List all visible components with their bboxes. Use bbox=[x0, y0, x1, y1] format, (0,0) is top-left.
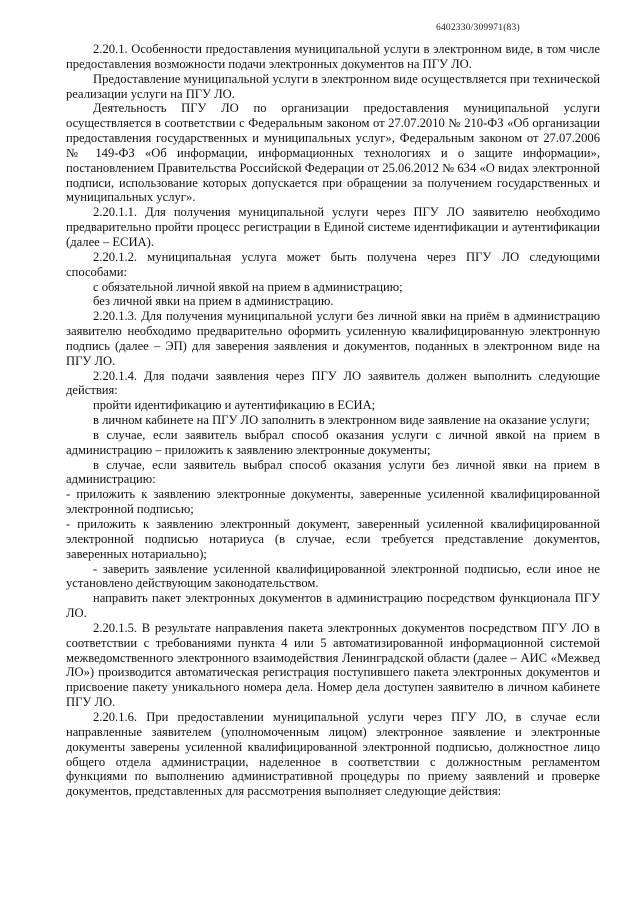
list-item-without-visit-intro: в случае, если заявитель выбрал способ оказания услуги без личной явки на прием в администрацию: bbox=[66, 457, 600, 487]
paragraph-2-20-1-6: 2.20.1.6. При предоставлении муниципальной услуги через ПГУ ЛО, в случае если направленные заявителем (уполномоченным лицом) электронное заявление и электронные документы заверены усиленной квалифицированной электронной подписью, должностное лицо общего отдела администрации, наделенное в соответствии с должностным регламентом функциями по выполнению административной процедуры по приему заявлений и проверке документов, представленных для рассмотрения выполняет следующие действия: bbox=[66, 709, 600, 799]
paragraph-electronic-form: Предоставление муниципальной услуги в электронном виде осуществляется при технической реализации услуги на ПГУ ЛО. bbox=[66, 71, 600, 101]
list-item-without-visit: без личной явки на прием в администрацию. bbox=[93, 294, 334, 309]
dash-item-attach-signed: - приложить к заявлению электронные документы, заверенные усиленной квалифицированной электронной подписью; bbox=[66, 487, 600, 517]
list-item-with-visit-attach: в случае, если заявитель выбрал способ оказания услуги с личной явкой на прием в администрацию – приложить к заявлению электронные документы; bbox=[66, 427, 600, 457]
document-body bbox=[66, 42, 600, 799]
list-item-esia: пройти идентификацию и аутентификацию в ЕСИА; bbox=[93, 398, 376, 413]
list-item-send-package: направить пакет электронных документов в администрацию посредством функционала ПГУ ЛО. bbox=[66, 591, 600, 621]
paragraph-2-20-1-4: 2.20.1.4. Для подачи заявления через ПГУ ЛО заявитель должен выполнить следующие действия: bbox=[66, 368, 600, 398]
dash-item-sign-application: - заверить заявление усиленной квалифицированной электронной подписью, если иное не установлено действующим законодательством. bbox=[66, 561, 600, 591]
list-item-fill-application: в личном кабинете на ПГУ ЛО заполнить в электронном виде заявление на оказание услуги; bbox=[93, 413, 590, 428]
paragraph-2-20-1-5: 2.20.1.5. В результате направления пакета электронных документов посредством ПГУ ЛО в соответствии с требованиями пункта 4 или 5 автоматизированной информационной системой межведомственного электронного взаимодействия Ленинградской области (далее – АИС «Межвед ЛО») производится автоматическая регистрация поступившего пакета электронных документов и присвоение пакету уникального номера дела. Номер дела доступен заявителю в личном кабинете ПГУ ЛО. bbox=[66, 620, 600, 710]
list-item-with-visit: с обязательной личной явкой на прием в администрацию; bbox=[93, 279, 403, 294]
paragraph-2-20-1-3: 2.20.1.3. Для получения муниципальной услуги без личной явки на приём в администрацию заявителю необходимо предварительно оформить усиленную квалифицированную электронную подпись (далее – ЭП) для заверения заявления и документов, поданных в электронном виде на ПГУ ЛО. bbox=[66, 309, 600, 368]
paragraph-legal-basis: Деятельность ПГУ ЛО по организации предоставления муниципальной услуги осуществляется в соответствии с Федеральным законом от 27.07.2010 № 210-ФЗ «Об организации предоставления государственных и муниципальных услуг», Федеральным законом от 27.07.2006 № 149-ФЗ «Об информации, информационных технологиях и о защите информации», постановлением Правительства Российской Федерации от 25.06.2012 № 634 «О видах электронной подписи, использование которых допускается при обращении за получением государственных и муниципальных услуг». bbox=[66, 101, 600, 205]
paragraph-2-20-1-2: 2.20.1.2. муниципальная услуга может быть получена через ПГУ ЛО следующими способами: bbox=[66, 249, 600, 279]
paragraph-2-20-1: 2.20.1. Особенности предоставления муниципальной услуги в электронном виде, в том числе предоставления возможности подачи электронных документов на ПГУ ЛО. bbox=[66, 42, 600, 71]
document-id: 6402330/309971(83) bbox=[436, 23, 520, 33]
paragraph-2-20-1-1: 2.20.1.1. Для получения муниципальной услуги через ПГУ ЛО заявителю необходимо предварительно пройти процесс регистрации в Единой системе идентификации и аутентификации (далее – ЕСИА). bbox=[66, 205, 600, 249]
dash-item-attach-notary: - приложить к заявлению электронный документ, заверенный усиленной квалифицированной электронной подписью нотариуса (в случае, если требуется представление документов, заверенных нотариально); bbox=[66, 517, 600, 561]
